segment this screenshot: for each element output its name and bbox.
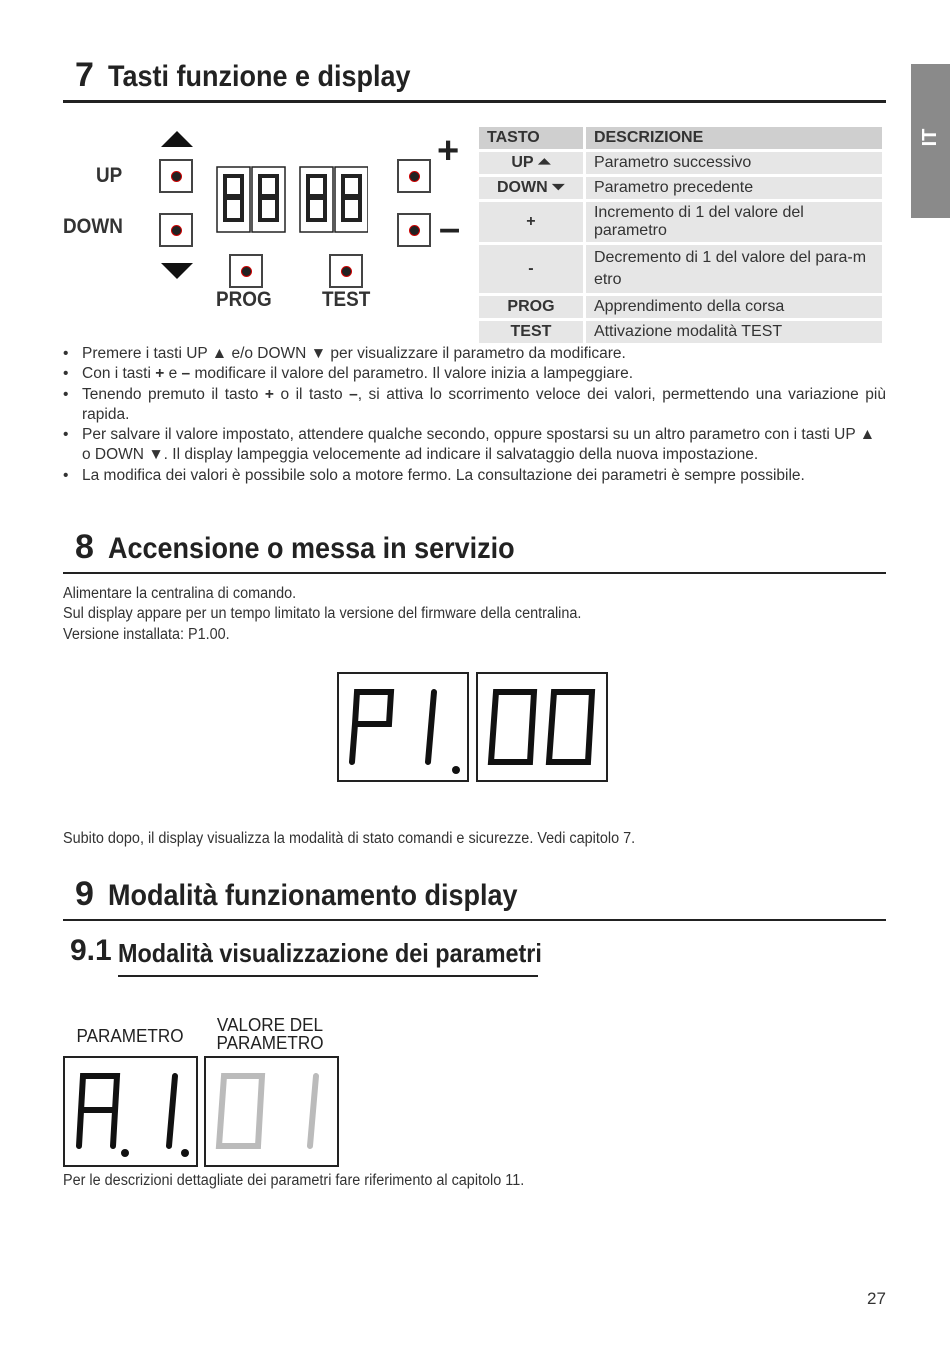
parameter-digits bbox=[65, 1058, 196, 1165]
language-tab-label: IT bbox=[919, 128, 941, 147]
prog-button[interactable] bbox=[229, 254, 263, 288]
section-7-title: Tasti funzione e display bbox=[108, 60, 411, 93]
table-cell-desc: Parametro successivo bbox=[586, 152, 885, 174]
table-row bbox=[479, 177, 885, 199]
list-item: • Con i tasti + e – modificare il valore del parametro. Il valore inizia a lampeggiare. bbox=[63, 364, 886, 384]
down-triangle-icon: ⏷ bbox=[552, 179, 565, 196]
firmware-digits-00 bbox=[478, 674, 606, 780]
table-cell-desc: Incremento di 1 del valore del parametro bbox=[586, 202, 885, 242]
value-display bbox=[204, 1056, 339, 1167]
table-header-key: TASTO bbox=[479, 127, 586, 149]
section-9-1-rule bbox=[118, 975, 538, 977]
s91-note: Per le descrizioni dettagliate dei parametri fare riferimento al capitolo 11. bbox=[63, 1172, 525, 1189]
section-9-number: 9 bbox=[75, 875, 94, 913]
section-7-number: 7 bbox=[75, 56, 94, 94]
table-cell-key: DOWN ⏷ bbox=[479, 177, 586, 199]
s8-line-2: Sul display appare per un tempo limitato la versione del firmware della centralina. bbox=[63, 605, 582, 622]
list-item: • Per salvare il valore impostato, attendere qualche secondo, oppure spostarsi su un altro parametro con i tasti UP ▲ o DOWN ▼. Il display lampeggia velocemente ad indicare il salvataggio della nuova impostazione. bbox=[63, 425, 886, 466]
value-label-line-1: VALORE DEL bbox=[216, 1015, 324, 1035]
page-number: 27 bbox=[867, 1289, 886, 1308]
language-tab bbox=[911, 64, 950, 218]
table-cell-key: UP ⏶ bbox=[479, 152, 586, 174]
test-label: TEST bbox=[322, 288, 371, 311]
table-header-desc: DESCRIZIONE bbox=[586, 127, 885, 149]
up-button[interactable] bbox=[159, 159, 193, 193]
list-item: • Tenendo premuto il tasto + o il tasto –, si attiva lo scorrimento veloce dei valori, permettendo una variazione più rapida. bbox=[63, 385, 886, 426]
up-triangle-icon: ⏶ bbox=[537, 154, 551, 171]
section-9-1-title: Modalità visualizzazione dei parametri bbox=[118, 938, 542, 968]
down-arrow-icon bbox=[159, 262, 195, 280]
list-item: • Premere i tasti UP ▲ e/o DOWN ▼ per visualizzare il parametro da modificare. bbox=[63, 344, 886, 364]
table-row bbox=[479, 202, 885, 242]
down-triangle-icon: ▼ bbox=[148, 446, 164, 464]
table-cell-key: + bbox=[479, 202, 586, 242]
up-triangle-icon: ▲ bbox=[859, 426, 876, 444]
table-cell-desc: Attivazione modalità TEST bbox=[586, 321, 885, 343]
test-button[interactable] bbox=[329, 254, 363, 288]
minus-sign: – bbox=[439, 208, 461, 250]
up-triangle-icon: ▲ bbox=[211, 345, 228, 362]
param-label: PARAMETRO bbox=[76, 1026, 184, 1046]
up-label: UP bbox=[96, 164, 123, 187]
table-row bbox=[479, 245, 885, 293]
prog-label: PROG bbox=[216, 288, 272, 311]
plus-button[interactable] bbox=[397, 159, 431, 193]
control-panel-diagram bbox=[63, 122, 473, 322]
table-row bbox=[479, 321, 885, 343]
key-description-table bbox=[479, 124, 885, 346]
list-item: • La modifica dei valori è possibile solo a motore fermo. La consultazione dei parametri è sempre possibile. bbox=[63, 466, 886, 486]
table-cell-key: - bbox=[479, 245, 586, 293]
plus-sign: + bbox=[437, 130, 460, 172]
table-row bbox=[479, 296, 885, 318]
firmware-display-left bbox=[337, 672, 469, 782]
s8-after-text: Subito dopo, il display visualizza la modalità di stato comandi e sicurezze. Vedi capitolo 7. bbox=[63, 830, 636, 847]
parameter-display bbox=[63, 1056, 198, 1167]
table-cell-desc: Decremento di 1 del valore del para-metro bbox=[586, 245, 885, 293]
four-digit-display bbox=[216, 166, 368, 234]
table-row bbox=[479, 152, 885, 174]
down-button[interactable] bbox=[159, 213, 193, 247]
section-8-number: 8 bbox=[75, 528, 94, 566]
firmware-digits-p1 bbox=[339, 674, 467, 780]
value-label-line-2: PARAMETRO bbox=[216, 1033, 324, 1053]
minus-button[interactable] bbox=[397, 213, 431, 247]
section-7-rule bbox=[63, 100, 886, 103]
table-header-row bbox=[479, 127, 885, 149]
section-8-title: Accensione o messa in servizio bbox=[108, 532, 515, 565]
value-digits bbox=[206, 1058, 337, 1165]
section-9-rule bbox=[63, 919, 886, 921]
instructions-list bbox=[63, 344, 886, 486]
s8-line-1: Alimentare la centralina di comando. bbox=[63, 585, 297, 602]
down-label: DOWN bbox=[63, 215, 123, 238]
s8-line-3: Versione installata: P1.00. bbox=[63, 626, 230, 643]
table-cell-key: PROG bbox=[479, 296, 586, 318]
down-triangle-icon: ▼ bbox=[310, 345, 327, 362]
up-arrow-icon bbox=[159, 130, 195, 148]
section-8-rule bbox=[63, 572, 886, 574]
table-cell-desc: Parametro precedente bbox=[586, 177, 885, 199]
firmware-display-right bbox=[476, 672, 608, 782]
table-cell-key: TEST bbox=[479, 321, 586, 343]
section-9-title: Modalità funzionamento display bbox=[108, 879, 518, 912]
table-cell-desc: Apprendimento della corsa bbox=[586, 296, 885, 318]
section-9-1-number: 9.1 bbox=[70, 934, 112, 967]
